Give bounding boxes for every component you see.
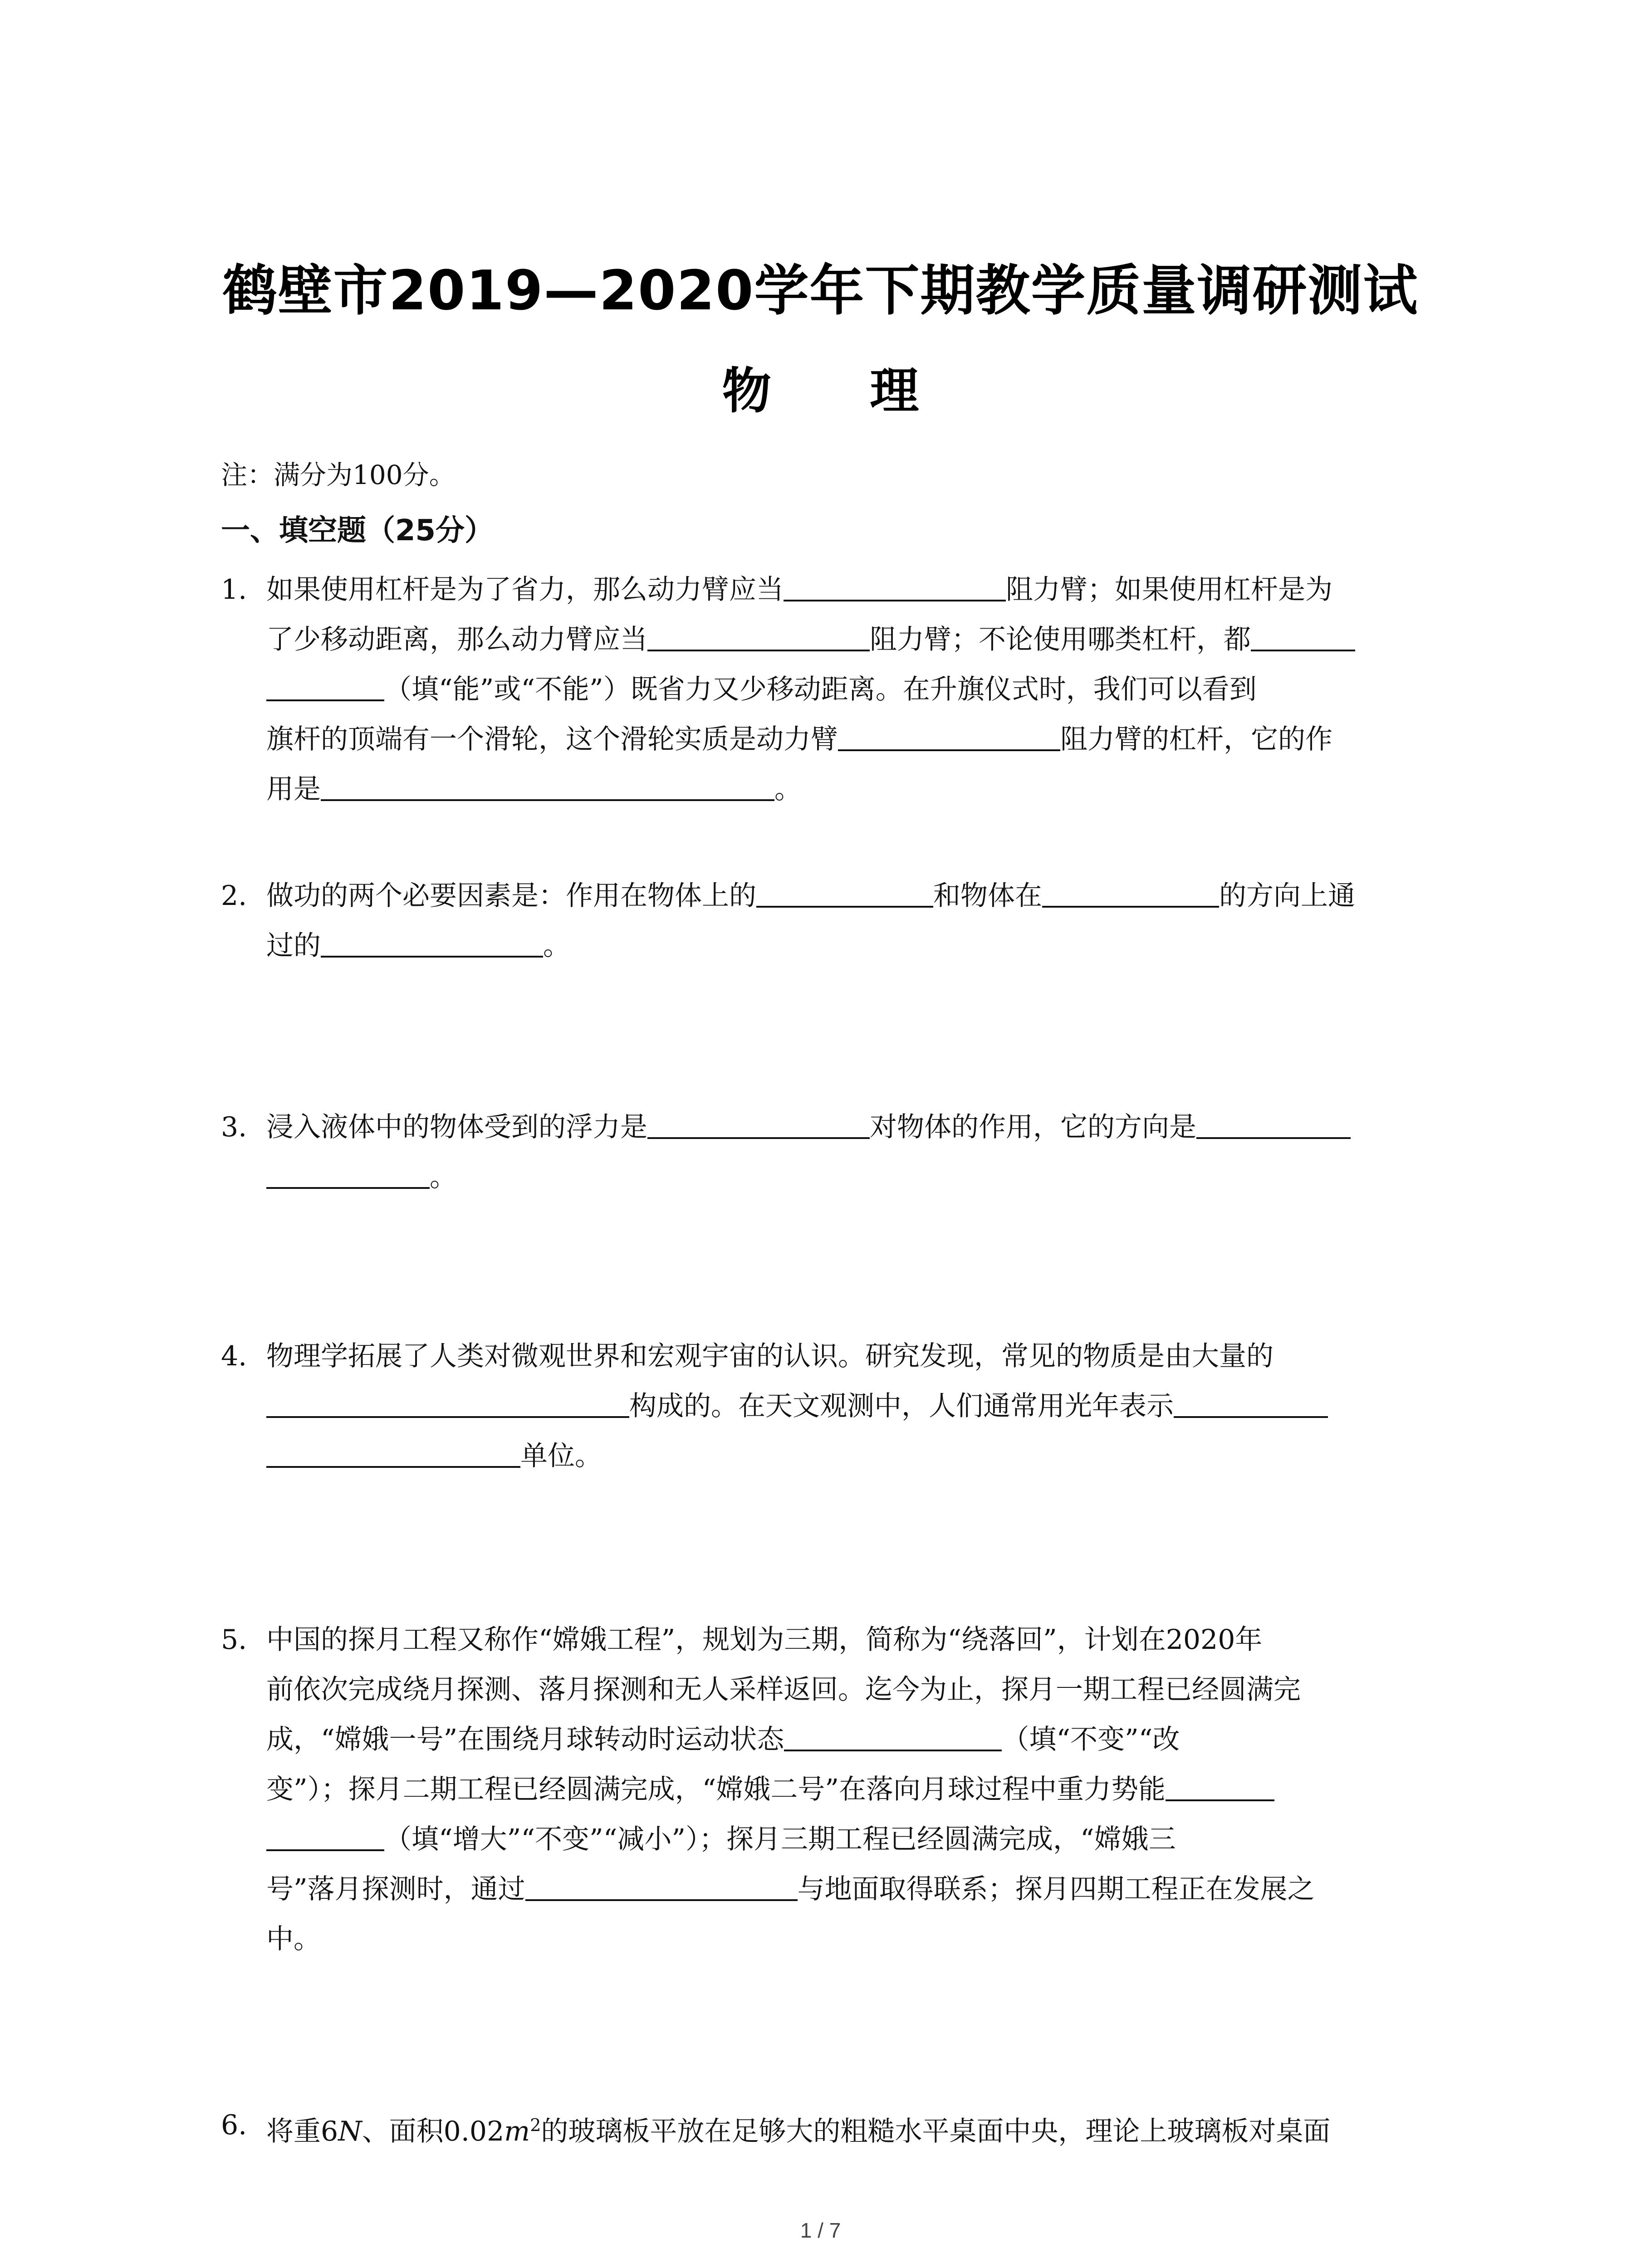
page-title: 鹤壁市2019—2020学年下期教学质量调研测试 (222, 259, 1419, 323)
question-line (266, 1765, 1274, 1814)
question-line (266, 1665, 1301, 1715)
answer-blank[interactable] (647, 1111, 870, 1139)
question-text: 旗杆的顶端有一个滑轮，这个滑轮实质是动力臂 (266, 723, 838, 755)
question-text: 变”）；探月二期工程已经圆满完成，“嫦娥二号”在落向月球过程中重力势能 (266, 1774, 1166, 1805)
question-line (266, 1381, 1328, 1431)
question-text: 将重6 (266, 2116, 338, 2147)
answer-blank[interactable] (1196, 1111, 1351, 1139)
question-number: 1. (221, 574, 247, 606)
section-heading: 一、填空题（25分） (221, 514, 494, 547)
question-text: 。 (430, 1161, 457, 1193)
question-text: 过的 (266, 930, 321, 962)
question-text: 物理学拓展了人类对微观世界和宏观宇宙的认识。研究发现，常见的物质是由大量的 (266, 1340, 1274, 1372)
answer-blank[interactable] (647, 623, 870, 651)
question-line (266, 1331, 1274, 1381)
question-line (266, 665, 1257, 714)
question-line (266, 714, 1332, 764)
question-text: 与地面取得联系；探月四期工程正在发展之 (797, 1873, 1315, 1905)
answer-blank[interactable] (321, 929, 543, 958)
question-text: 的方向上通 (1219, 880, 1355, 912)
answer-blank[interactable] (266, 1390, 629, 1418)
question-line (266, 1864, 1315, 1914)
question-text: 。 (774, 773, 802, 805)
question-text: （填“能”或“不能”）既省力又少移动距离。在升旗仪式时，我们可以看到 (384, 674, 1257, 705)
answer-blank[interactable] (266, 673, 384, 701)
question-text: 的玻璃板平放在足够大的粗糙水平桌面中央，理论上玻璃板对桌面 (541, 2116, 1331, 2147)
question-text: 单位。 (520, 1440, 602, 1472)
question-text: （填“不变”“改 (1002, 1724, 1180, 1755)
question-text: 前依次完成绕月探测、落月探测和无人采样返回。迄今为止，探月一期工程已经圆满完 (266, 1674, 1301, 1706)
answer-blank[interactable] (838, 723, 1060, 751)
answer-blank[interactable] (1174, 1390, 1328, 1418)
answer-blank[interactable] (321, 773, 774, 801)
answer-blank[interactable] (266, 1440, 520, 1468)
question-line (266, 615, 1355, 665)
answer-blank[interactable] (1042, 880, 1219, 908)
question-text: 做功的两个必要因素是：作用在物体上的 (266, 880, 756, 912)
question-line (266, 1431, 602, 1481)
answer-blank[interactable] (1166, 1773, 1274, 1801)
page-number: 1 / 7 (800, 2219, 841, 2242)
subject-title: 物 理 (722, 363, 960, 420)
question-text: 阻力臂；不论使用哪类杠杆，都 (870, 624, 1251, 655)
question-text: 。 (543, 930, 570, 962)
question-line (266, 1615, 1262, 1665)
question-line (266, 1152, 457, 1202)
answer-blank[interactable] (525, 1873, 798, 1901)
question-text: 浸入液体中的物体受到的浮力是 (266, 1111, 647, 1143)
question-line (266, 2100, 1330, 2150)
question-text: 和物体在 (933, 880, 1042, 912)
question-text: 、面积0.02 (362, 2116, 505, 2147)
answer-blank[interactable] (1251, 623, 1355, 651)
question-text: 阻力臂的杠杆，它的作 (1060, 723, 1332, 755)
question-text: （填“增大”“不变”“减小”）；探月三期工程已经圆满完成，“嫦娥三 (384, 1823, 1176, 1855)
question-line (266, 1715, 1180, 1765)
question-number: 6. (221, 2109, 247, 2141)
question-line (266, 565, 1332, 615)
answer-blank[interactable] (756, 880, 933, 908)
question-text: 阻力臂；如果使用杠杆是为 (1006, 574, 1332, 606)
question-number: 4. (221, 1340, 247, 1372)
question-line (266, 1102, 1351, 1152)
question-number: 3. (221, 1111, 247, 1143)
question-text: 中国的探月工程又称作“嫦娥工程”，规划为三期，简称为“绕落回”，计划在2020年 (266, 1624, 1263, 1656)
exponent: 2 (530, 2115, 541, 2135)
question-number: 2. (221, 880, 247, 912)
question-text: 号”落月探测时，通过 (266, 1873, 525, 1905)
answer-blank[interactable] (266, 1161, 430, 1189)
question-line (266, 764, 802, 814)
score-note: 注：满分为100分。 (221, 459, 456, 490)
answer-blank[interactable] (784, 1723, 1002, 1751)
answer-blank[interactable] (784, 573, 1006, 601)
question-text: 用是 (266, 773, 321, 805)
question-text: 中。 (266, 1923, 321, 1955)
unit-symbol: m (504, 2116, 530, 2147)
question-text: 如果使用杠杆是为了省力，那么动力臂应当 (266, 574, 784, 606)
question-line (266, 1814, 1176, 1864)
unit-symbol: N (338, 2116, 362, 2147)
question-text: 了少移动距离，那么动力臂应当 (266, 624, 647, 655)
question-line (266, 1914, 321, 1964)
question-text: 成，“嫦娥一号”在围绕月球转动时运动状态 (266, 1724, 784, 1755)
question-text: 对物体的作用，它的方向是 (870, 1111, 1196, 1143)
question-line (266, 921, 570, 971)
answer-blank[interactable] (266, 1823, 384, 1851)
question-text: 构成的。在天文观测中，人们通常用光年表示 (629, 1390, 1174, 1422)
question-number: 5. (221, 1624, 247, 1656)
question-line (266, 871, 1355, 921)
